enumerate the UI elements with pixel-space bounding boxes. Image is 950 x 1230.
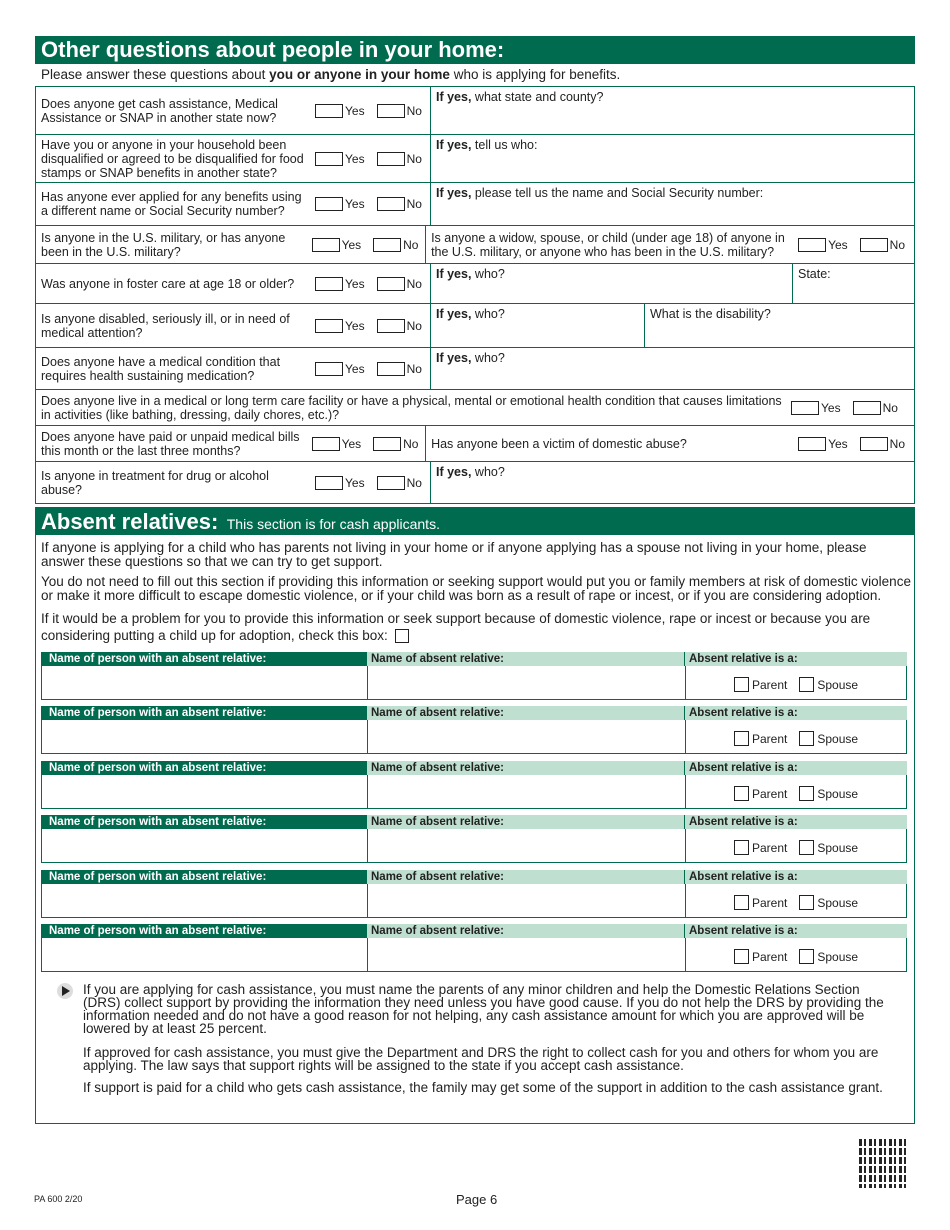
col-header: Name of absent relative: xyxy=(366,870,684,884)
yes-checkbox[interactable]: Yes xyxy=(315,152,365,166)
no-checkbox[interactable]: No xyxy=(845,401,898,415)
note-paragraph: If support is paid for a child who gets cash assistance, the family may get some of the support in addition to the cash assistance grant. xyxy=(83,1080,883,1095)
person-name-field[interactable] xyxy=(42,938,367,971)
col-header: Name of absent relative: xyxy=(366,706,684,720)
spouse-checkbox[interactable]: Spouse xyxy=(799,840,858,855)
note-paragraph: If you are applying for cash assistance, you must name the parents of any minor children and help the Domestic Relations Section (DRS) collect support by providing the information they need unless you have good cause. If you do not help the DRS by providing the information needed and do not have a good reason for not helping, any cash assistance amount for which you are approved will be lowered by at least 25 percent. xyxy=(83,982,884,1036)
yes-no-group xyxy=(308,226,426,263)
no-checkbox[interactable]: No xyxy=(852,238,905,252)
parent-checkbox[interactable]: Parent xyxy=(734,677,787,692)
spouse-checkbox[interactable]: Spouse xyxy=(799,677,858,692)
problem-checkbox[interactable] xyxy=(395,629,409,643)
spouse-checkbox[interactable]: Spouse xyxy=(799,731,858,746)
question-row xyxy=(36,182,914,225)
section-header-other-questions xyxy=(35,36,915,64)
col-header: Name of absent relative: xyxy=(366,815,684,829)
col-header: Name of absent relative: xyxy=(366,761,684,775)
absent-relative-name-field[interactable] xyxy=(367,829,685,862)
yes-no-group xyxy=(311,462,430,503)
absent-relative-row xyxy=(41,652,907,700)
no-checkbox[interactable]: No xyxy=(369,476,422,490)
answer-field[interactable]: If yes, what state and county? xyxy=(430,87,914,134)
no-checkbox[interactable]: No xyxy=(369,152,422,166)
question-row xyxy=(36,263,914,303)
question-row xyxy=(36,86,914,134)
play-arrow-icon xyxy=(57,983,73,999)
yes-checkbox[interactable]: Yes xyxy=(315,277,365,291)
answer-field[interactable]: If yes, who? xyxy=(430,304,644,347)
section-title: Absent relatives: xyxy=(41,509,219,534)
questions-table xyxy=(35,86,915,504)
yes-no-group xyxy=(311,183,430,225)
absent-relative-row xyxy=(41,924,907,972)
answer-field[interactable]: If yes, please tell us the name and Social Security number: xyxy=(430,183,914,225)
spouse-checkbox[interactable]: Spouse xyxy=(799,949,858,964)
no-checkbox[interactable]: No xyxy=(365,238,418,252)
question-text: Is anyone in the U.S. military, or has anyone been in the U.S. military? xyxy=(41,230,286,259)
absent-relative-name-field[interactable] xyxy=(367,775,685,808)
yes-checkbox[interactable]: Yes xyxy=(312,437,362,451)
absent-relative-row xyxy=(41,761,907,809)
yes-checkbox[interactable]: Yes xyxy=(315,319,365,333)
col-header: Name of absent relative: xyxy=(366,924,684,938)
yes-no-group xyxy=(311,348,430,389)
col-header: Name of person with an absent relative: xyxy=(41,706,366,720)
note-paragraph: If approved for cash assistance, you must give the Department and DRS the right to collect cash for you and others for whom you are applying. The law says that support rights will be assigned to the state if you accept cash assistance. xyxy=(83,1045,879,1073)
col-header: Name of person with an absent relative: xyxy=(41,652,366,666)
no-checkbox[interactable]: No xyxy=(369,104,422,118)
question-text: Does anyone have paid or unpaid medical bills this month or the last three months? xyxy=(41,429,300,458)
paragraph: If anyone is applying for a child who has parents not living in your home or if anyone applying has a spouse not living in your home, please answer these questions so that we can try to get support. xyxy=(41,540,867,569)
paragraph: If it would be a problem for you to provide this information or seek support because of domestic violence, rape or incest or because you are considering putting a child up for adoption, check this box: xyxy=(41,611,871,643)
question-row xyxy=(36,225,914,263)
yes-no-group xyxy=(308,426,426,461)
answer-field[interactable]: If yes, who? xyxy=(430,264,792,303)
yes-checkbox[interactable]: Yes xyxy=(315,104,365,118)
question-text: Does anyone have a medical condition that requires health sustaining medication? xyxy=(41,354,281,383)
question-text: Does anyone live in a medical or long term care facility or have a physical, mental or emotional health condition that causes limitations in activities (like bathing, dressing, daily chores, etc.)? xyxy=(41,393,782,422)
form-id: PA 600 2/20 xyxy=(34,1194,83,1204)
col-header: Absent relative is a: xyxy=(684,870,907,884)
yes-no-group xyxy=(311,87,430,134)
paragraph: You do not need to fill out this section if providing this information or seeking support would put you or family members at risk of domestic violence or make it more difficult to escape domestic violence, or if your child was born as a result of rape or incest, or if you are considering adoption. xyxy=(41,574,911,603)
question-text: Is anyone in treatment for drug or alcohol abuse? xyxy=(41,468,269,497)
no-checkbox[interactable]: No xyxy=(365,437,418,451)
parent-checkbox[interactable]: Parent xyxy=(734,895,787,910)
person-name-field[interactable] xyxy=(42,775,367,808)
question-row xyxy=(36,389,914,425)
spouse-checkbox[interactable]: Spouse xyxy=(799,786,858,801)
yes-checkbox[interactable]: Yes xyxy=(315,362,365,376)
qr-code-icon xyxy=(859,1138,909,1188)
col-header: Name of absent relative: xyxy=(366,652,684,666)
yes-checkbox[interactable]: Yes xyxy=(798,437,848,451)
yes-checkbox[interactable]: Yes xyxy=(315,197,365,211)
parent-checkbox[interactable]: Parent xyxy=(734,786,787,801)
answer-field: Is anyone a widow, spouse, or child (under age 18) of anyone in the U.S. military, or anyone who has been in the U.S. military? Yes No xyxy=(425,226,914,263)
col-header: Name of person with an absent relative: xyxy=(41,815,366,829)
absent-relative-name-field[interactable] xyxy=(367,884,685,917)
question-text: Is anyone disabled, seriously ill, or in need of medical attention? xyxy=(41,311,290,340)
question-row xyxy=(36,461,914,503)
col-header: Absent relative is a: xyxy=(684,706,907,720)
question-text: Was anyone in foster care at age 18 or older? xyxy=(41,276,295,291)
no-checkbox[interactable]: No xyxy=(369,277,422,291)
answer-field[interactable]: If yes, tell us who: xyxy=(430,135,914,182)
person-name-field[interactable] xyxy=(42,720,367,753)
col-header: Absent relative is a: xyxy=(684,815,907,829)
parent-checkbox[interactable]: Parent xyxy=(734,840,787,855)
yes-no-group xyxy=(311,264,430,303)
page-number: Page 6 xyxy=(456,1192,498,1207)
absent-relative-row xyxy=(41,706,907,754)
yes-checkbox[interactable]: Yes xyxy=(312,238,362,252)
section-header-absent-relatives xyxy=(35,507,915,535)
yes-no-group xyxy=(311,304,430,347)
yes-checkbox[interactable]: Yes xyxy=(315,476,365,490)
col-header: Absent relative is a: xyxy=(684,924,907,938)
absent-relative-name-field[interactable] xyxy=(367,666,685,699)
question-text: Have you or anyone in your household been disqualified or agreed to be disqualified for food stamps or SNAP benefits in another state? xyxy=(41,137,304,180)
question-row xyxy=(36,303,914,347)
question-text: Does anyone get cash assistance, Medical Assistance or SNAP in another state now? xyxy=(41,96,278,125)
section-intro: Please answer these questions about you or anyone in your home who is applying for benefits. xyxy=(41,67,621,82)
col-header: Absent relative is a: xyxy=(684,652,907,666)
spouse-checkbox[interactable]: Spouse xyxy=(799,895,858,910)
yes-checkbox[interactable]: Yes xyxy=(798,238,848,252)
no-checkbox[interactable]: No xyxy=(369,362,422,376)
section-title: Other questions about people in your home: xyxy=(41,37,505,62)
col-header: Name of person with an absent relative: xyxy=(41,924,366,938)
absent-relative-row xyxy=(41,815,907,863)
no-checkbox[interactable]: No xyxy=(369,319,422,333)
answer-field[interactable]: If yes, who? xyxy=(430,348,914,389)
section-subtitle: This section is for cash applicants. xyxy=(226,516,440,532)
no-checkbox[interactable]: No xyxy=(369,197,422,211)
answer-field[interactable]: If yes, who? xyxy=(430,462,914,503)
absent-relative-name-field[interactable] xyxy=(367,938,685,971)
question-row xyxy=(36,347,914,389)
absent-relative-name-field[interactable] xyxy=(367,720,685,753)
no-checkbox[interactable]: No xyxy=(852,437,905,451)
question-row xyxy=(36,134,914,182)
yes-no-group xyxy=(311,135,430,182)
col-header: Name of person with an absent relative: xyxy=(41,870,366,884)
col-header: Name of person with an absent relative: xyxy=(41,761,366,775)
question-row xyxy=(36,425,914,461)
disability-field[interactable]: What is the disability? xyxy=(644,304,914,347)
person-name-field[interactable] xyxy=(42,829,367,862)
answer-field: Has anyone been a victim of domestic abuse? Yes No xyxy=(425,426,914,461)
absent-relative-row xyxy=(41,870,907,918)
col-header: Absent relative is a: xyxy=(684,761,907,775)
question-text: Has anyone ever applied for any benefits using a different name or Social Security number? xyxy=(41,190,302,218)
yes-no-group xyxy=(791,390,914,425)
person-name-field[interactable] xyxy=(42,884,367,917)
yes-checkbox[interactable]: Yes xyxy=(791,401,841,415)
parent-checkbox[interactable]: Parent xyxy=(734,949,787,964)
parent-checkbox[interactable]: Parent xyxy=(734,731,787,746)
state-field[interactable]: State: xyxy=(792,264,914,303)
person-name-field[interactable] xyxy=(42,666,367,699)
